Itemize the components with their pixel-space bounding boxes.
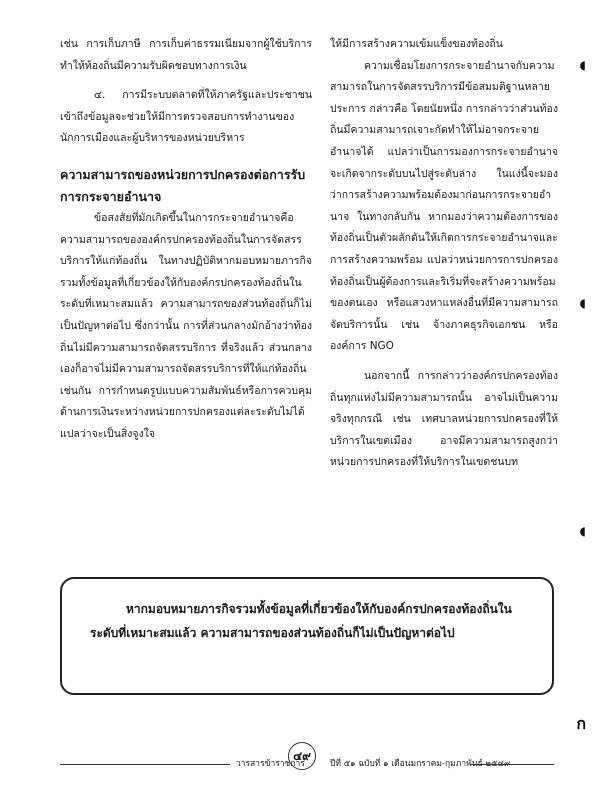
left-paragraph-3: ข้อสงสัยที่มักเกิดขึ้นในการกระจายอำนาจคือความสามารถขององค์กรปกครองท้องถิ่นในการจัดสรรบริการให้แก่ท้องถิ่น ในทางปฏิบัติหากมอบหมายภารกิจรวมทั้งข้อมูลที่เกี่ยวข้องให้กับองค์กรปกครองท้องถิ่นในระดับที่เหมาะสมแล้ว ความสามารถของส่วนท้องถิ่นก็ไม่เป็นปัญหาต่อไป ซึ่งกว่านั้น การที่ส่วนกลางมักอ้างว่าท้องถิ่นไม่มีความสามารถจัดสรรบริการ ที่จริงแล้ว ส่วนกลางเองก็อาจไม่มีความสามารถจัดสรรบริการที่ให้แก่ท้องถิ่นเช่นกัน การกำหนดรูปแบบความสัมพันธ์หรือการควบคุมด้านการเงินระหว่างหน่วยการปกครองแต่ละระดับไม่ได้แปลว่าจะเป็นสิ่งจูงใจ [60, 211, 312, 440]
footer-rule-left [60, 764, 230, 765]
edge-tab-mark-middle: ◖ [579, 296, 586, 310]
left-column [60, 34, 312, 446]
footer-journal-name: วารสารข้าราชการ [236, 759, 305, 769]
right-column [330, 34, 558, 474]
left-paragraph-1: เช่น การเก็บภาษี การเก็บค่าธรรมเนียมจากผู้ใช้บริการ ทำให้ท้องถิ่นมีความรับผิดชอบทางการเงิน [60, 38, 312, 72]
pullquote-text: หากมอบหมายภารกิจรวมทั้งข้อมูลที่เกี่ยวข้องให้กับองค์กรปกครองท้องถิ่นในระดับที่เหมาะสมแล้ว ความสามารถของส่วนท้องถิ่นก็ไม่เป็นปัญหาต่อไป [90, 602, 512, 640]
page-number-badge: ๔๙ [288, 742, 316, 770]
section-heading: ความสามารถของหน่วยการปกครองต่อการรับการกระจายอำนาจ [60, 166, 306, 204]
edge-tab-mark-lower: ◖ [579, 524, 586, 538]
right-paragraph-3: นอกจากนี้ การกล่าวว่าองค์กรปกครองท้องถิ่นทุกแห่งไม่มีความสามารถนั้น อาจไม่เป็นความจริงทุกกรณี เช่น เทศบาลหน่วยการปกครองที่ให้บริการในเขตเมือง อาจมีความสามารถสูงกว่าหน่วยการปกครองที่ให้บริการในเขตชนบท [330, 369, 558, 469]
edge-tab-mark-bottom: ก [576, 714, 586, 733]
right-paragraph-1: ให้มีการสร้างความเข้มแข็งของท้องถิ่น [330, 38, 503, 50]
page-footer [0, 740, 612, 780]
footer-rule-right [470, 764, 554, 765]
edge-tab-mark-top: ◖ [579, 58, 586, 72]
right-paragraph-2: ความเชื่อมโยงการกระจายอำนาจกับความสามารถในการจัดสรรบริการมีข้อสมมติฐานหลายประการ กล่าวคือ โดยนัยหนึ่ง การกล่าวว่าส่วนท้องถิ่นมีความสามารถเจาะกัดทำให้ไม่อาจกระจายอำนาจได้ แปลว่าเป็นการมองการกระจายอำนาจจะเกิดจากระดับบนไปสู่ระดับล่าง ในแง่นี้จะมองว่าการสร้างความพร้อมต้องมาก่อนการกระจายอำนาจ ในทางกลับกัน หากมองว่าความต้องการของท้องถิ่นเป็นตัวผลักดันให้เกิดการกระจายอำนาจและการสร้างความพร้อม แปลว่าหน่วยการการปกครองท้องถิ่นเป็นผู้ต้องการและริเริ่มที่จะสร้างความพร้อมของตนเอง หรือแสวงหาแหล่งอื่นที่มีความสามารถจัดบริการนั้น เช่น จ้างภาคธุรกิจเอกชน หรือองค์การ NGO [330, 59, 558, 353]
left-paragraph-2: ๔. การมีระบบตลาดที่ให้ภาครัฐและประชาชนเข้าถึงข้อมูลจะช่วยให้มีการตรวจสอบการทำงานของนักการเมืองและผู้บริหารของหน่วยบริหาร [60, 89, 312, 145]
footer-issue-info: ปีที่ ๕๑ ฉบับที่ ๑ เดือนมกราคม-กุมภาพันธ์ ๒๕๔๙ [330, 759, 511, 769]
pullquote-box [60, 577, 554, 695]
